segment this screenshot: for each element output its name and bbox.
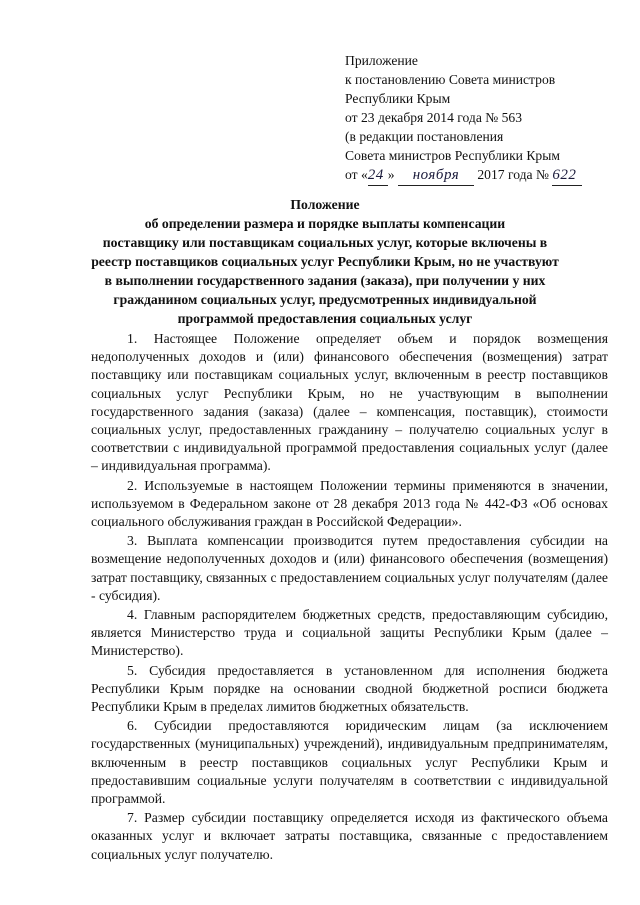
paragraph-2: 2. Используемые в настоящем Положении термины применяются в значении, используемом в Федеральном законе от 28 декабря 2013 года № 442-ФЗ «Об основах социального обслуживания граждан в Российской Федерации».: [91, 477, 608, 530]
paragraph-5: 5. Субсидия предоставляется в установленном для исполнения бюджета Республики Крым порядке на основании сводной бюджетной росписи бюджета Республики Крым в пределах лимитов бюджетных обязательств.: [91, 662, 608, 715]
title-line: об определении размера и порядке выплаты компенсации: [144, 216, 506, 231]
title-line: гражданином социальных услуг, предусмотренных индивидуальной: [113, 292, 537, 307]
edition-year: 2017 года №: [477, 167, 549, 182]
paragraph-6: 6. Субсидии предоставляются юридическим лицам (за исключением государственных (муниципальных) учреждений), индивидуальным предпринимателям, включенным в реестр поставщиков социальных услуг Республики Крым и предоставившим социальные услуги получателям в соответствии с индивидуальной программой.: [91, 718, 608, 807]
appendix-line: (в редакции постановления: [345, 129, 504, 144]
title-line: реестр поставщиков социальных услуг Республики Крым, но не участвуют: [91, 254, 559, 269]
edition-prefix: от «: [345, 167, 368, 182]
title-main: Положение: [290, 197, 360, 212]
number-blank: [552, 165, 582, 186]
appendix-line: Республики Крым: [345, 91, 451, 106]
appendix-header: [345, 51, 630, 186]
appendix-line: от 23 декабря 2014 года № 563: [345, 110, 523, 125]
month-blank: [398, 165, 474, 186]
paragraph-4: 4. Главным распорядителем бюджетных средств, предоставляющим субсидию, является Министерство труда и социальной защиты Республики Крым (далее – Министерство).: [91, 607, 608, 659]
document-title: [90, 195, 560, 328]
title-line: поставщику или поставщикам социальных услуг, которые включены в: [102, 235, 548, 250]
paragraph-7: 7. Размер субсидии поставщику определяется исходя из фактического объема оказанных услуг и включает затраты поставщика, связанные с предоставлением социальных услуг получателю.: [91, 810, 608, 862]
edition-date-line: от «24 » ноября 2017 года № 622: [345, 165, 630, 186]
appendix-line: к постановлению Совета министров: [345, 72, 556, 87]
day-blank: [368, 165, 388, 186]
handwritten-number: 622: [552, 167, 577, 183]
title-line: в выполнении государственного задания (заказа), при получении у них: [104, 273, 546, 288]
handwritten-day: 24: [367, 167, 384, 183]
appendix-line: Приложение: [345, 53, 418, 68]
paragraph-3: 3. Выплата компенсации производится путем предоставления субсидии на возмещение недополученных доходов и (или) финансового обеспечения (возмещения) затрат поставщику, связанных с предоставлением социальных услуг получателям (далее - субсидия).: [91, 533, 608, 603]
title-line: программой предоставления социальных услуг: [177, 311, 473, 326]
appendix-line: Совета министров Республики Крым: [345, 148, 560, 163]
paragraph-1: 1. Настоящее Положение определяет объем и порядок возмещения недополученных доходов и (или) финансового обеспечения (возмещения) затрат поставщику или поставщикам социальных услуг, включенным в реестр поставщиков социальных услуг Республики Крым, но не участвующим в выполнении государственного задания (заказа) (далее – компенсация, поставщик), стоимости социальных услуг, предоставленных гражданину – получателю социальных услуг в соответствии с индивидуальной программой предоставления социальных услуг (далее – индивидуальная программа).: [91, 331, 608, 474]
document-body: [91, 330, 608, 865]
handwritten-month: ноября: [412, 167, 460, 183]
